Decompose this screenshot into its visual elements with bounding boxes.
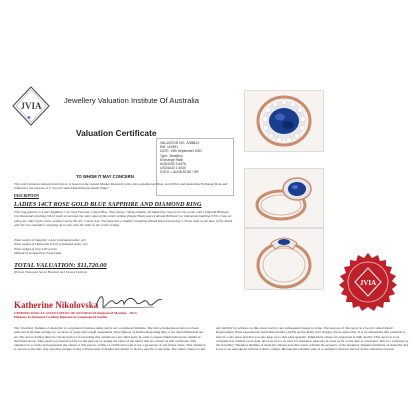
ref-line: Type: Jewellery — [160, 153, 183, 158]
ref-line: Ref: 167891 — [160, 145, 178, 150]
ref-line: DATE: 19th September 2022 — [160, 149, 203, 154]
ring-angle-icon — [245, 169, 323, 227]
ring-top-icon — [245, 91, 323, 151]
ring-photo-side — [244, 228, 324, 290]
ref-line: AUD/USD 0.6476 — [160, 162, 186, 167]
description-heading: DESCRIPTION — [14, 194, 39, 198]
description-text-2: The band has a slightly rounded polished finish measuring 1.75mm wide at the base of the shank with the two shoulders sweeping up to join onto the sides of the centre setting. — [14, 218, 233, 227]
signature-icon — [94, 292, 164, 310]
certificate-title: Valuation Certificate — [76, 128, 157, 138]
seal-text: JVIA — [359, 279, 377, 287]
total-words: (Eleven Thousand Seven Hundred and Twenty Dollars) — [14, 270, 88, 274]
spec-line: Total weight of Sapphire 4.44ct (estimated wider set) — [14, 238, 86, 242]
company-name: Jewellery Valuation Institute Of Australia — [64, 96, 199, 105]
item-description — [14, 210, 234, 227]
total-valuation: TOTAL VALUATION: $11,720.00 — [14, 262, 107, 269]
signer-name: Katherine Nikolovska — [14, 300, 99, 310]
jvia-logo-icon — [12, 86, 50, 126]
description-text: This ring features a 4.44ct Sapphire, Cut-Oval Faceted, Colour-Blue, Tone-Deep, Clarity-Slightly Included four claw set in the center with 16 Round Brilliant Cut Diamonds totalling 0.81ct bezel set around the outer edge of the centre setting (Single Halo) and 12 Round Brilliant Cut Diamonds totalling 0.35ct claw set along the sides of the centre setting Clarity SI1-P1, Colour I-K. — [14, 210, 232, 223]
ring-photo-top — [244, 90, 324, 152]
logo-text: JVIA — [20, 101, 42, 111]
signer-line: Diploma in Diamond Grading Diploma in Gemological Studies — [14, 315, 108, 320]
ring-photo-angle — [244, 168, 324, 228]
ref-line: Exchange Rate: — [160, 157, 184, 162]
signer-credentials — [14, 311, 137, 320]
certificate-page — [4, 4, 412, 412]
item-specs — [14, 238, 154, 255]
ring-side-icon — [245, 229, 323, 289]
intro-text: The total valuation amount listed below is based on the current Market Research at the above-mentioned Date, Gold Price and Australian Exchange Rate and Valued for the purpose of a "Good Crafted Retail Replacement Value" — [14, 182, 227, 191]
spec-line: Total weight of Diamonds 0.91ct (estimated wider set) — [14, 242, 88, 247]
signer-line: GEMMOLOGICAL ASSOCIATION OF AUSTRALIA Registered Member - 3013 — [14, 311, 137, 315]
spec-line: Total weight of ring 4.05 grams — [14, 246, 57, 251]
item-title: LADIES 14CT ROSE GOLD BLUE SAPPHIRE AND DIAMOND RING — [14, 201, 202, 208]
concern-heading: TO WHOM IT MAY CONCERN — [76, 174, 134, 179]
footer-disclaimer: The 'Jewellery Institute of Australia' is a registered business name and is not a registered institute. The above items/pieces have not been removed from their settings for accurate of grade and weight assessment. Descriptions of diamonds/grading may occur when Diamonds are set. The above item(s) must be checked prior to forwarding this valuation to any third party in order to ensure Diamonds/stones remain as described above. This report is prepared solely for the purpose of stating the value of the item/s that are valued on this certificate. This valuation is accurate and represents the values of this piece/s at time of certification and is not a guarantee of any future value. This valuation is current as the date only and may change owing to fluctuation of market movement or factors specific to the item. The valuer cannot accept any liability for reliance on this report and for any subsequent change in value. The purpose of this report is a Good Crafted Retail Replacement Value expressed in Australian Dollars (AUD) and includes GST charges where applicable. It is recommended this valuation is kept in a safe place and that you also keep up to date photographic. Emulations values are expressed at high quality. This report is to be considered as reliable on its date, however not to be used for insurance purposes in cases as far as the data is concerned. This is a valuation by the Jewellery Valuation Institute of Australia. Please note this report remains the property of the Jewellery Valuation Institute of Australia and is not to be reproduced without written consent. Photograph valuable only as a customer's interest and not an the valuation concern. — [14, 326, 409, 352]
ref-line: VALUATION NO: JV88824 — [160, 141, 199, 145]
jvia-seal-icon — [338, 252, 398, 312]
spec-line: Method of manufacture hand made — [14, 250, 62, 255]
ref-line: USD/AUD 1.5440 — [160, 166, 186, 171]
ref-line: GOLD = AUD$ 83.88 / GR — [160, 170, 199, 175]
